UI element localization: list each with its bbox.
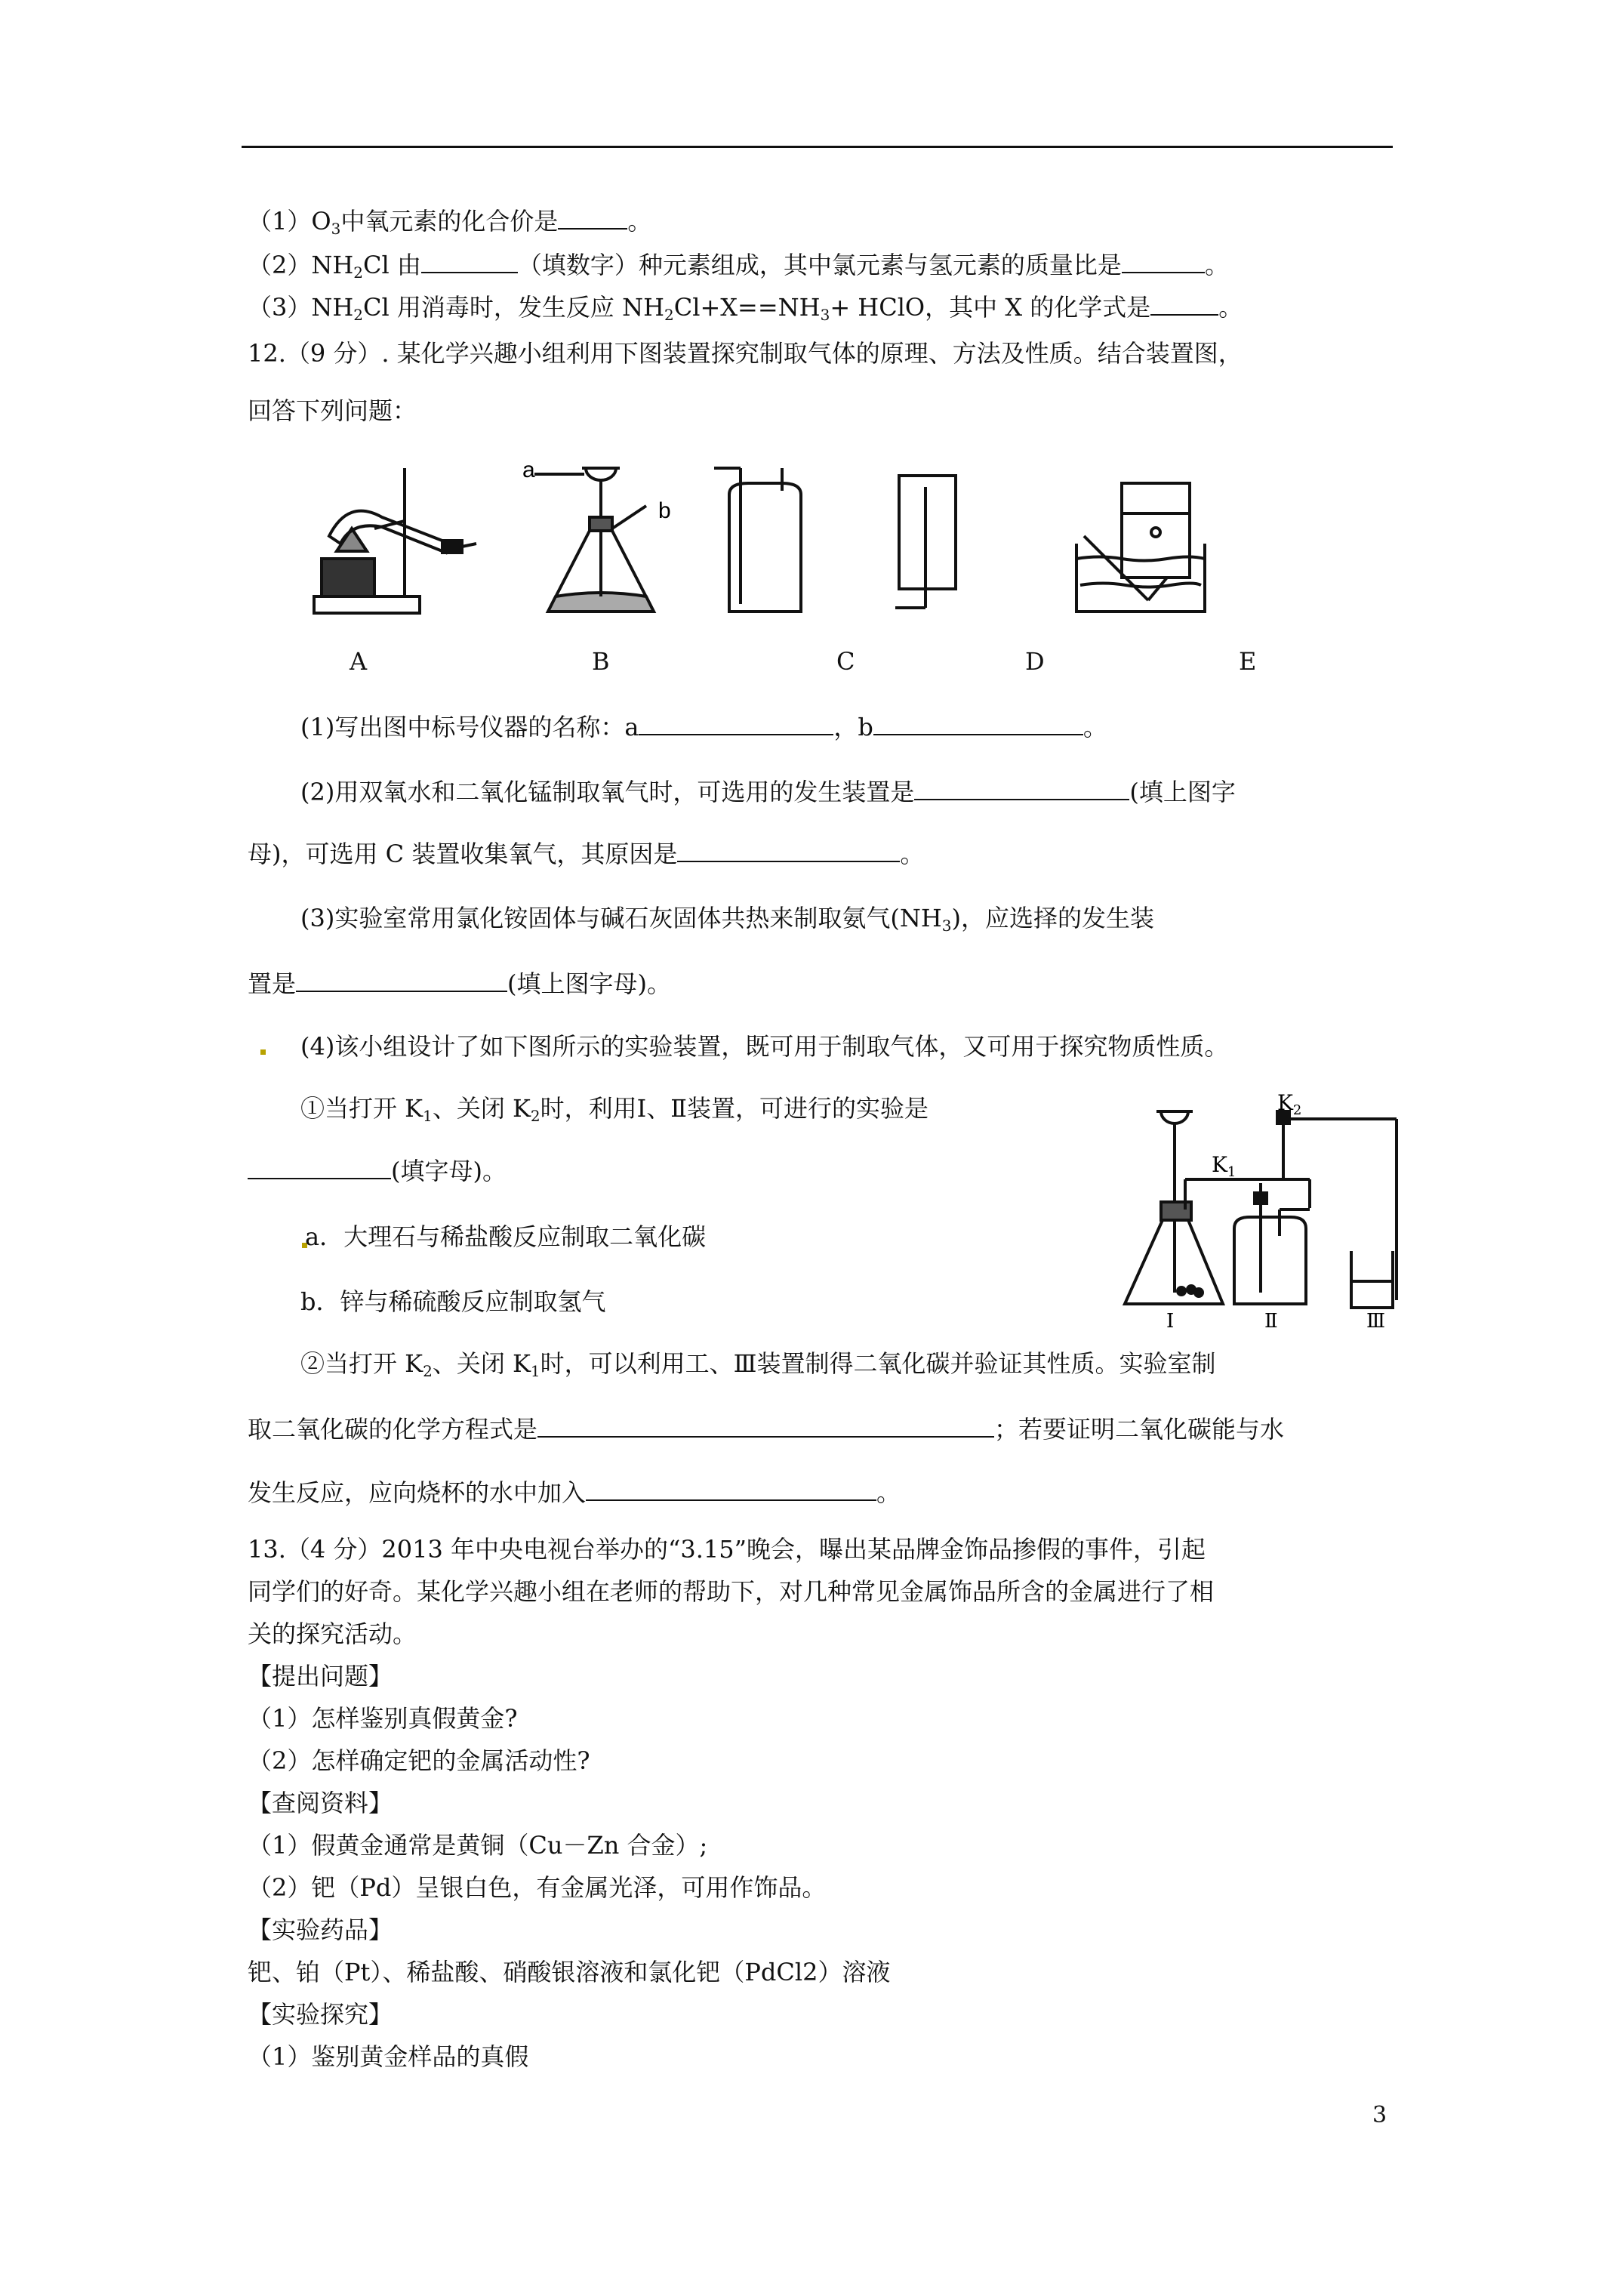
q12-sub4-2-line2: 取二氧化碳的化学方程式是 ；若要证明二氧化碳能与水 bbox=[248, 1412, 1284, 1446]
answer-blank[interactable] bbox=[677, 837, 900, 862]
apparatus-figure bbox=[299, 445, 1394, 634]
apparatus-label-c: C bbox=[836, 647, 855, 676]
answer-blank[interactable] bbox=[248, 1154, 391, 1179]
page-number: 3 bbox=[1372, 2102, 1387, 2128]
heading-reagents: 【实验药品】 bbox=[248, 1915, 393, 1944]
label-b: b bbox=[658, 498, 671, 523]
q12-sub4-2-line3: 发生反应，应向烧杯的水中加入 。 bbox=[248, 1475, 901, 1509]
q12-sub4-2-line1: ②当打开 $K_2$、关闭 $K_1$时，可以利用工、Ⅲ装置制得二氧化碳并验证其性质。实验室制 bbox=[300, 1349, 1216, 1380]
q12-sub2-line2: 母)，可选用 C 装置收集氧气，其原因是 。 bbox=[248, 837, 924, 871]
q13-intro-line1: 13.（4 分）2013 年中央电视台举办的“3.15”晚会，曝出某品牌金饰品掺假的事件，引起 bbox=[248, 1535, 1206, 1564]
answer-blank[interactable] bbox=[586, 1475, 876, 1501]
fig2-label-iii: Ⅲ bbox=[1366, 1310, 1386, 1330]
fig2-label-i: Ⅰ bbox=[1166, 1310, 1175, 1330]
option-b: b．锌与稀硫酸反应制取氢气 bbox=[300, 1287, 606, 1316]
heading-explore: 【实验探究】 bbox=[248, 2000, 393, 2029]
apparatus-c-icon bbox=[714, 468, 801, 612]
fig2-label-ii: Ⅱ bbox=[1264, 1310, 1278, 1330]
apparatus-label-a: A bbox=[350, 647, 368, 676]
q12-sub4-1-line1: ①当打开 $K_1$、关闭 $K_2$时，利用Ⅰ、Ⅱ装置，可进行的实验是 bbox=[300, 1094, 929, 1125]
heading-info: 【查阅资料】 bbox=[248, 1789, 393, 1817]
label-a: a bbox=[522, 458, 535, 482]
answer-blank[interactable] bbox=[296, 966, 507, 992]
apparatus-d-icon bbox=[895, 476, 956, 608]
q13-intro-line2: 同学们的好奇。某化学兴趣小组在老师的帮助下，对几种常见金属饰品所含的金属进行了相 bbox=[248, 1577, 1215, 1606]
question-2: （2）怎样确定钯的金属活动性? bbox=[248, 1746, 590, 1775]
q12-intro-line1: 12.（9 分）. 某化学兴趣小组利用下图装置探究制取气体的原理、方法及性质。结合装置图， bbox=[248, 339, 1243, 368]
apparatus-b-icon bbox=[534, 468, 654, 612]
answer-blank[interactable] bbox=[558, 204, 627, 230]
apparatus-figure-2 bbox=[1110, 1089, 1404, 1330]
header-rule bbox=[242, 146, 1393, 148]
answer-blank[interactable] bbox=[537, 1412, 994, 1438]
answer-blank[interactable] bbox=[639, 710, 833, 735]
q13-intro-line3: 关的探究活动。 bbox=[248, 1620, 417, 1648]
k1-label: $K_1$ bbox=[1212, 1152, 1236, 1180]
question-1: （1）怎样鉴别真假黄金? bbox=[248, 1704, 518, 1733]
apparatus-label-d: D bbox=[1025, 647, 1045, 676]
q12-sub1: (1)写出图中标号仪器的名称：a ，b 。 bbox=[300, 710, 1107, 744]
answer-blank[interactable] bbox=[421, 248, 518, 273]
q12-sub4: (4)该小组设计了如下图所示的实验装置，既可用于制取气体，又可用于探究物质性质。 bbox=[300, 1032, 1229, 1061]
q11-part3: $(3)NH_2Cl$ 用消毒时，发生反应 $NH_2Cl+X==NH_3+$ HClO，其中 X 的化学式是 。 bbox=[248, 290, 1243, 331]
q12-sub3-line2: 置是 (填上图字母)。 bbox=[248, 966, 671, 1000]
k2-label: $K_2$ bbox=[1277, 1090, 1302, 1118]
reagents-list: 钯、铂（Pt）、稀盐酸、硝酸银溶液和氯化钯（PdCl2）溶液 bbox=[248, 1958, 891, 1986]
q12-sub2-line1: (2)用双氧水和二氧化锰制取氧气时，可选用的发生装置是 (填上图字 bbox=[300, 775, 1236, 809]
heading-question: 【提出问题】 bbox=[248, 1662, 393, 1690]
apparatus-label-b: B bbox=[592, 647, 610, 676]
stray-mark bbox=[260, 1049, 266, 1055]
q12-sub4-1-line2: (填字母)。 bbox=[248, 1154, 507, 1188]
apparatus-a-icon bbox=[314, 468, 476, 613]
q11-part2: $(2)NH_2Cl$ 由 （填数字）种元素组成，其中氯元素与氢元素的质量比是 。 bbox=[248, 248, 1229, 289]
answer-blank[interactable] bbox=[873, 710, 1083, 735]
q11-part1: $(1)O_3$中氧元素的化合价是 。 bbox=[248, 204, 651, 245]
answer-blank[interactable] bbox=[914, 775, 1129, 800]
info-1: （1）假黄金通常是黄铜（Cu－Zn 合金）; bbox=[248, 1831, 708, 1860]
info-2: （2）钯（Pd）呈银白色，有金属光泽，可用作饰品。 bbox=[248, 1873, 827, 1902]
apparatus-e-icon bbox=[1076, 483, 1205, 612]
explore-1: （1）鉴别黄金样品的真假 bbox=[248, 2042, 529, 2071]
option-a: a．大理石与稀盐酸反应制取二氧化碳 bbox=[305, 1222, 707, 1251]
apparatus-label-e: E bbox=[1239, 647, 1257, 676]
answer-blank[interactable] bbox=[1122, 248, 1205, 273]
q12-sub3-line1: (3)实验室常用氯化铵固体与碱石灰固体共热来制取氨气$(NH_3)$，应选择的发生装 bbox=[300, 904, 1154, 935]
answer-blank[interactable] bbox=[1150, 290, 1218, 316]
q12-intro-line2: 回答下列问题： bbox=[248, 396, 417, 425]
apparatus-ii-icon bbox=[1234, 1183, 1310, 1304]
